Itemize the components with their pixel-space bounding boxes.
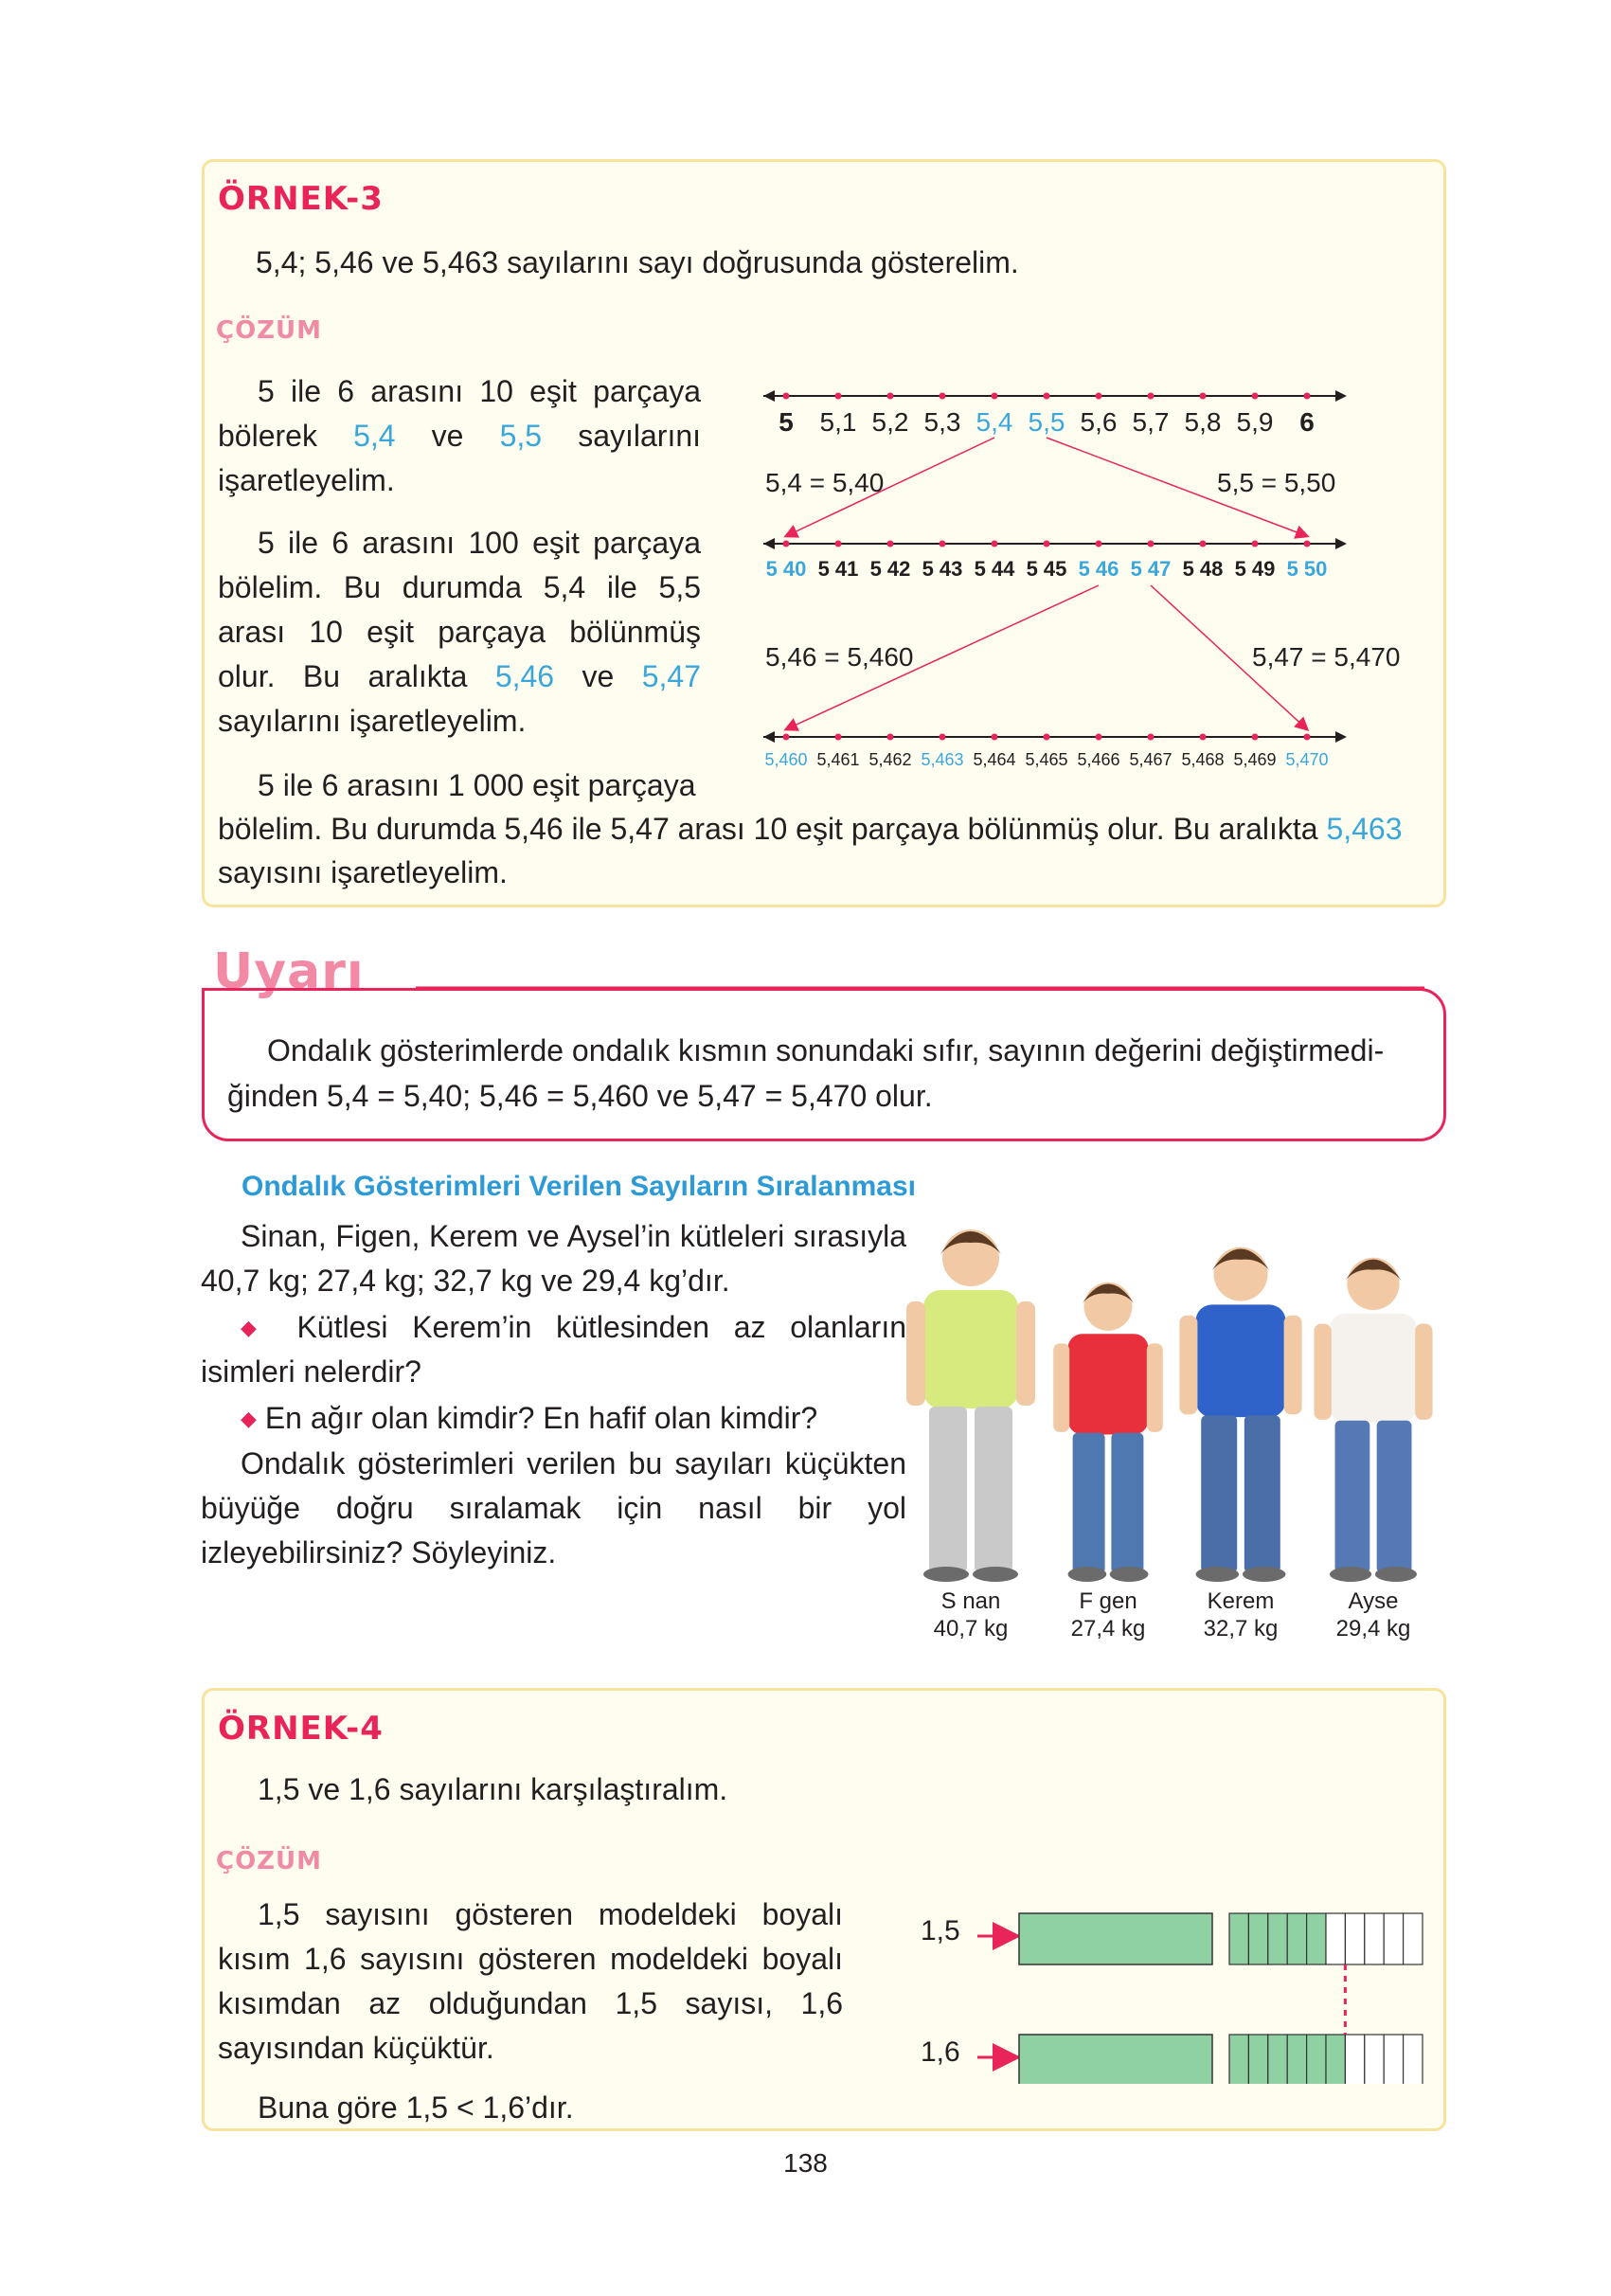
tenth-cell	[1384, 2035, 1403, 2084]
model-1-6	[977, 2035, 1423, 2084]
shirt	[1068, 1334, 1149, 1434]
shirt	[923, 1290, 1018, 1408]
tick-label: 5,9	[1236, 407, 1274, 437]
tenth-cell	[1229, 1913, 1248, 1964]
leg	[1244, 1415, 1280, 1572]
tick-point	[1200, 734, 1207, 741]
leg	[1111, 1433, 1143, 1574]
tick-label: 5,1	[819, 407, 857, 437]
shirt	[1196, 1304, 1286, 1417]
arm	[1415, 1324, 1432, 1420]
tick-label: 5 44	[974, 557, 1015, 581]
tick-label: 5 48	[1182, 557, 1224, 581]
child-figure	[906, 1229, 1035, 1582]
child-name: F gen	[1079, 1588, 1137, 1614]
tick-label: 5 42	[869, 557, 911, 581]
tick-label: 5,2	[871, 407, 909, 437]
tick-point	[1148, 734, 1155, 741]
tick-point	[887, 393, 894, 400]
equation-5-46: 5,46 = 5,460	[765, 642, 914, 672]
example-4-solution-label: ÇÖZÜM	[216, 1847, 323, 1875]
shoe	[1196, 1567, 1240, 1582]
tick-point	[1148, 393, 1155, 400]
example-4-body: 1,5 sayısını gösteren modeldeki boyalı kısım 1,6 sayısını gösteren modeldeki boyalı kısımdan az olduğundan 1,5 sayısı, 1,6 sayısından küçüktür.	[218, 1897, 843, 2065]
tenth-cell	[1365, 2035, 1384, 2084]
shoe	[1110, 1567, 1149, 1582]
arm	[1179, 1316, 1197, 1415]
shoe	[923, 1567, 969, 1582]
tick-label: 6	[1299, 407, 1315, 437]
child-figure	[1314, 1258, 1432, 1582]
tick-point	[835, 541, 842, 547]
example-3-title: ÖRNEK-3	[218, 180, 384, 218]
leg	[975, 1407, 1012, 1572]
example-3-paragraph-3-line-1: 5 ile 6 arasını 1 000 eşit parçaya	[258, 768, 696, 802]
example-3-paragraph-2: 5 ile 6 arasını 100 eşit parçaya bölelim. Bu durumda 5,4 ile 5,5 arası 10 eşit parçaya bölünmüş olur. Bu aralıkta 5,46 ve 5,47 sayılarını işaretleyelim.	[218, 526, 702, 738]
tick-point	[835, 393, 842, 400]
example-3-paragraph-3-line-3: sayısını işaretleyelim.	[218, 855, 508, 889]
arm	[1284, 1316, 1302, 1415]
example-3-statement: 5,4; 5,46 ve 5,463 sayılarını sayı doğrusunda gösterelim.	[256, 245, 1019, 279]
arm	[1053, 1343, 1069, 1432]
arm	[906, 1301, 925, 1406]
tenth-cell	[1345, 2035, 1364, 2084]
example-3-paragraph-1: 5 ile 6 arasını 10 eşit parçaya bölerek 5,4 ve 5,5 sayılarını işaretleyelim.	[218, 374, 702, 497]
tenth-cell	[1287, 2035, 1306, 2084]
example-4-title: ÖRNEK-4	[218, 1710, 384, 1748]
tick-point	[783, 734, 790, 741]
model-b-label: 1,6	[921, 2036, 960, 2068]
tick-label: 5,462	[868, 750, 912, 769]
arm	[1147, 1343, 1163, 1432]
tick-point	[1252, 541, 1259, 547]
decimal-models	[919, 1894, 1449, 2084]
tenth-cell	[1268, 2035, 1287, 2084]
tick-point	[1304, 393, 1311, 400]
whole-unit	[1019, 2035, 1212, 2084]
tenth-cell	[1326, 2035, 1345, 2084]
shoe	[1375, 1567, 1417, 1582]
equation-5-4: 5,4 = 5,40	[765, 468, 885, 497]
arm	[1314, 1324, 1331, 1420]
tick-point	[992, 393, 998, 400]
tick-point	[887, 541, 894, 547]
tenth-cell	[1229, 2035, 1248, 2084]
tick-point	[783, 393, 790, 400]
diamond-bullet-icon: ◆	[241, 1407, 257, 1430]
equation-5-47: 5,47 = 5,470	[1252, 642, 1401, 672]
tick-label: 5,461	[816, 750, 860, 769]
ordering-closing: Ondalık gösterimleri verilen bu sayıları küçükten büyüğe doğru sıralamak için nasıl bir yol izleyebilirsiniz? Söyleyiniz.	[201, 1446, 906, 1570]
warning-title: Uyarı	[213, 943, 365, 1000]
example-3-solution-label: ÇÖZÜM	[216, 316, 323, 345]
arrow-right-icon	[1335, 731, 1347, 743]
tick-point	[783, 541, 790, 547]
arrow-left-icon	[763, 538, 775, 549]
child-figure	[1179, 1247, 1301, 1582]
tenth-cell	[1345, 1913, 1364, 1964]
tick-point	[1044, 734, 1050, 741]
tick-point	[1044, 541, 1050, 547]
tick-label: 5,466	[1077, 750, 1120, 769]
tenth-cell	[1404, 2035, 1423, 2084]
child-label	[1184, 1587, 1298, 1642]
child-name: S nan	[940, 1588, 1001, 1614]
warning-line-2: ğinden 5,4 = 5,40; 5,46 = 5,460 ve 5,47 = 5,470 olur.	[227, 1079, 933, 1113]
tick-point	[940, 541, 946, 547]
tick-label: 5,4	[976, 407, 1013, 437]
tick-point	[1148, 541, 1155, 547]
equation-5-5: 5,5 = 5,50	[1217, 468, 1336, 497]
tick-label: 5	[779, 407, 794, 437]
tick-label: 5,3	[923, 407, 961, 437]
leg	[929, 1407, 967, 1572]
tick-label: 5 45	[1026, 557, 1067, 581]
tenth-cell	[1268, 1913, 1287, 1964]
tenth-cell	[1248, 1913, 1267, 1964]
tick-point	[1200, 393, 1207, 400]
example-4-conclusion: Buna göre 1,5 < 1,6’dır.	[258, 2090, 574, 2125]
tick-label: 5 43	[922, 557, 963, 581]
model-1-5	[977, 1913, 1423, 1964]
ordering-intro: Sinan, Figen, Kerem ve Aysel’in kütleleri sırasıyla 40,7 kg; 27,4 kg; 32,7 kg ve 29,4 kg’dır.	[201, 1219, 906, 1298]
child-mass: 29,4 kg	[1335, 1616, 1411, 1641]
tick-point	[1304, 734, 1311, 741]
tick-point	[1200, 541, 1207, 547]
arrow-right-icon	[1335, 390, 1347, 402]
tick-label: 5,469	[1233, 750, 1277, 769]
ordering-question-2: ◆ En ağır olan kimdir? En hafif olan kimdir?	[241, 1401, 818, 1435]
tick-label: 5 47	[1130, 557, 1172, 581]
tick-label: 5,7	[1132, 407, 1170, 437]
child-mass: 27,4 kg	[1070, 1616, 1146, 1641]
child-figure	[1053, 1283, 1163, 1582]
child-label	[914, 1587, 1028, 1642]
diamond-bullet-icon: ◆	[241, 1316, 273, 1339]
tick-point	[940, 393, 946, 400]
arrow-right-icon	[1335, 538, 1347, 549]
tenth-cell	[1384, 1913, 1403, 1964]
child-mass: 32,7 kg	[1203, 1616, 1279, 1641]
child-label	[1051, 1587, 1165, 1642]
tick-label: 5,468	[1181, 750, 1225, 769]
tick-label: 5,460	[764, 750, 808, 769]
tick-point	[1252, 734, 1259, 741]
leg	[1335, 1421, 1370, 1573]
model-a-label: 1,5	[921, 1915, 960, 1946]
whole-unit	[1019, 1913, 1212, 1964]
ordering-heading: Ondalık Gösterimleri Verilen Sayıların Sıralanması	[242, 1171, 916, 1202]
tick-label: 5 50	[1286, 557, 1328, 581]
children-illustration	[904, 1203, 1435, 1582]
warning-line-1: Ondalık gösterimlerde ondalık kısmın sonundaki sıfır, sayının değerini değiştirmedi-	[267, 1033, 1385, 1067]
tick-point	[992, 734, 998, 741]
tick-point	[1096, 393, 1102, 400]
child-name: Ayse	[1348, 1588, 1399, 1614]
tenth-cell	[1287, 1913, 1306, 1964]
leg	[1377, 1421, 1412, 1573]
tenth-cell	[1365, 1913, 1384, 1964]
tick-label: 5,470	[1285, 750, 1329, 769]
page-number: 138	[783, 2148, 828, 2178]
number-line-diagram	[0, 0, 1611, 815]
tick-point	[1044, 393, 1050, 400]
example-4-statement: 1,5 ve 1,6 sayılarını karşılaştıralım.	[258, 1772, 728, 1806]
tick-label: 5,467	[1129, 750, 1172, 769]
child-mass: 40,7 kg	[933, 1616, 1009, 1641]
arrow-left-icon	[763, 390, 775, 402]
tick-label: 5,464	[973, 750, 1016, 769]
tick-label: 5 46	[1078, 557, 1119, 581]
shoe	[1330, 1567, 1371, 1582]
leg	[1201, 1415, 1237, 1572]
tick-point	[1096, 734, 1102, 741]
tenth-cell	[1307, 2035, 1326, 2084]
ordering-question-1: ◆ Kütlesi Kerem’in kütlesinden az olanların isimleri nelerdir?	[201, 1310, 906, 1389]
tick-point	[887, 734, 894, 741]
tick-point	[1304, 541, 1311, 547]
tick-label: 5 41	[817, 557, 859, 581]
tenth-cell	[1307, 1913, 1326, 1964]
arm	[1016, 1301, 1035, 1406]
tick-point	[1096, 541, 1102, 547]
arrow-left-icon	[763, 731, 775, 743]
leg	[1073, 1433, 1105, 1574]
shoe	[1243, 1567, 1286, 1582]
tenth-cell	[1326, 1913, 1345, 1964]
tick-point	[940, 734, 946, 741]
tick-label: 5,463	[921, 750, 964, 769]
tick-point	[835, 734, 842, 741]
tick-label: 5,5	[1028, 407, 1065, 437]
child-name: Kerem	[1207, 1588, 1275, 1614]
tick-point	[992, 541, 998, 547]
tenth-cell	[1404, 1913, 1423, 1964]
tick-label: 5 40	[765, 557, 807, 581]
shirt	[1330, 1314, 1417, 1423]
tenth-cell	[1248, 2035, 1267, 2084]
child-label	[1316, 1587, 1430, 1642]
tick-label: 5 49	[1234, 557, 1276, 581]
tick-point	[1252, 393, 1259, 400]
shoe	[973, 1567, 1018, 1582]
example-3-paragraph-3-line-2: bölelim. Bu durumda 5,46 ile 5,47 arası 10 eşit parçaya bölünmüş olur. Bu aralıkta 5,463	[218, 812, 1403, 846]
shoe	[1068, 1567, 1107, 1582]
tick-label: 5,8	[1184, 407, 1222, 437]
tick-label: 5,6	[1080, 407, 1118, 437]
tick-label: 5,465	[1025, 750, 1068, 769]
